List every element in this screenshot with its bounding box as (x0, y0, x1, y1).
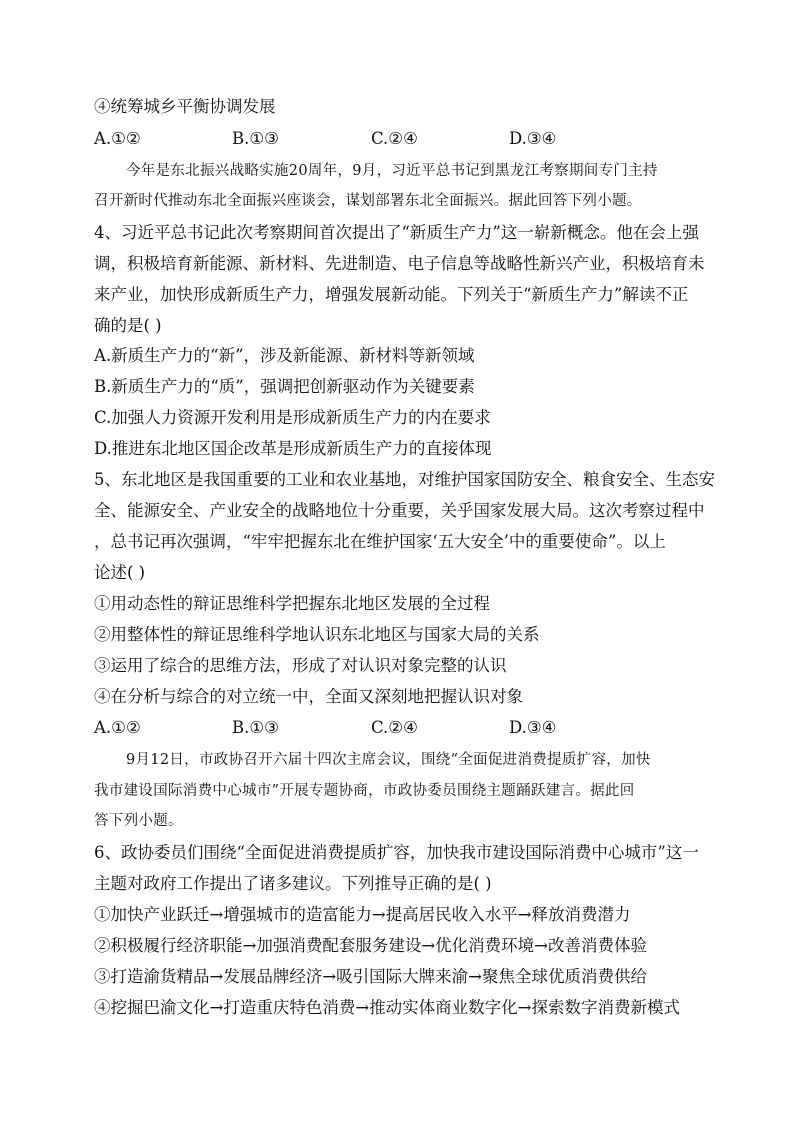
q4-choice-c[interactable]: C.加强人力资源开发利用是形成新质生产力的内在要求 (94, 408, 491, 427)
q5-option-d[interactable]: D.③④ (509, 718, 557, 737)
q6-item-1: ①加快产业跃迁→增强城市的造富能力→提高居民收入水平→释放消费潜力 (94, 905, 631, 924)
material-1-line-1: 今年是东北振兴战略实施20周年，9月，习近平总书记到黑龙江考察期间专门主持 (126, 163, 658, 179)
q5-item-2: ②用整体性的辩证思维科学地认识东北地区与国家大局的关系 (94, 625, 540, 644)
q3-option-d[interactable]: D.③④ (509, 129, 557, 148)
q5-item-4: ④在分析与综合的对立统一中，全面又深刻地把握认识对象 (94, 687, 523, 706)
q4-choice-d[interactable]: D.推进东北地区国企改革是形成新质生产力的直接体现 (94, 439, 492, 458)
q4-stem-line-4: 确的是( ) (94, 316, 162, 335)
q3-option-c[interactable]: C.②④ (371, 129, 418, 148)
q3-options (94, 128, 654, 150)
q5-option-c[interactable]: C.②④ (371, 718, 418, 737)
material-1-line-2: 召开新时代推动东北全面振兴座谈会，谋划部署东北全面振兴。据此回答下列小题。 (94, 193, 642, 209)
q6-stem-line-1: 6、政协委员们围绕“全面促进消费提质扩容，加快我市建设国际消费中心城市”这一 (94, 843, 699, 862)
q4-choice-a[interactable]: A.新质生产力的“新”，涉及新能源、新材料等新领域 (94, 346, 475, 365)
q6-item-4: ④挖掘巴渝文化→打造重庆特色消费→推动实体商业数字化→探索数字消费新模式 (94, 998, 680, 1017)
q4-stem-line-1: 4、习近平总书记此次考察期间首次提出了“新质生产力”这一崭新概念。他在会上强 (94, 223, 699, 242)
q5-option-a[interactable]: A.①② (94, 718, 141, 737)
q5-stem-line-4: 论述( ) (94, 563, 146, 582)
q3-option-b[interactable]: B.①③ (232, 129, 279, 148)
q5-item-3: ③运用了综合的思维方法，形成了对认识对象完整的认识 (94, 656, 507, 675)
material-2-line-3: 答下列小题。 (94, 813, 183, 829)
material-2-line-1: 9月12日，市政协召开六届十四次主席会议，围绕“全面促进消费提质扩容，加快 (126, 752, 651, 768)
q5-stem-line-1: 5、东北地区是我国重要的工业和农业基地，对维护国家国防安全、粮食安全、生态安 (94, 470, 715, 489)
q6-stem-line-2: 主题对政府工作提出了诸多建议。下列推导正确的是( ) (94, 874, 492, 893)
q3-option-a[interactable]: A.①② (94, 129, 141, 148)
q3-item-4: ④统筹城乡平衡协调发展 (94, 97, 276, 116)
q5-stem-line-2: 全、能源安全、产业安全的战略地位十分重要，关乎国家发展大局。这次考察过程中 (94, 501, 705, 520)
q5-option-b[interactable]: B.①③ (232, 718, 279, 737)
q6-item-2: ②积极履行经济职能→加强消费配套服务建设→优化消费环境→改善消费体验 (94, 936, 647, 955)
q4-choice-b[interactable]: B.新质生产力的“质”，强调把创新驱动作为关键要素 (94, 377, 475, 396)
q4-stem-line-3: 来产业，加快形成新质生产力，增强发展新动能。下列关于“新质生产力”解读不正 (94, 285, 689, 304)
q5-item-1: ①用动态性的辩证思维科学把握东北地区发展的全过程 (94, 594, 490, 613)
q6-item-3: ③打造渝货精品→发展品牌经济→吸引国际大牌来渝→聚焦全球优质消费供给 (94, 967, 647, 986)
material-2-line-2: 我市建设国际消费中心城市”开展专题协商，市政协委员围绕主题踊跃建言。据此回 (94, 783, 635, 799)
q4-stem-line-2: 调，积极培育新能源、新材料、先进制造、电子信息等战略性新兴产业，积极培育未 (94, 254, 705, 273)
q5-stem-line-3: ，总书记再次强调，“牢牢把握东北在维护国家‘五大安全’中的重要使命”。以上 (94, 532, 666, 551)
q5-options (94, 717, 654, 739)
